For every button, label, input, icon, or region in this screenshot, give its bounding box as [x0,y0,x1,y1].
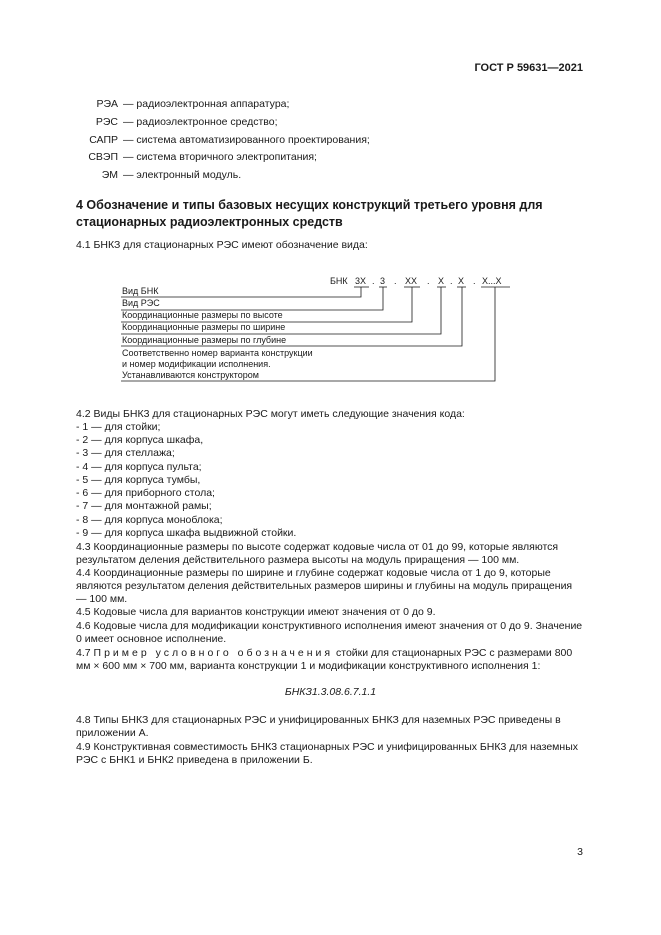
paragraph-4-1: 4.1 БНКЗ для стационарных РЭС имеют обозначение вида: [76,239,368,251]
code-dot: . [372,276,375,286]
code-part: Х...Х [482,276,502,286]
abbreviation-key: САПР [89,134,118,146]
abbreviation-value: — радиоэлектронная аппаратура; [123,98,290,110]
paragraph-4-6: 4.6 Кодовые числа для модификации конструктивного исполнения имеют значения от 0 до 9. Значение 0 имеет основное исполнение. [76,620,583,645]
list-item: - 2 — для корпуса шкафа, [76,434,204,446]
diagram-label: Устанавливаются конструктором [122,370,259,380]
abbreviation-value: — система автоматизированного проектирования; [123,134,370,146]
designation-example: БНКЗ1.3.08.6.7.1.1 [284,686,377,698]
abbreviation-key: СВЭП [88,151,118,163]
paragraph-4-8: 4.8 Типы БНКЗ для стационарных РЭС и унифицированных БНКЗ для наземных РЭС приведены в приложении А. [76,714,561,739]
paragraph-4-7 [76,647,583,673]
diagram-label: Координационные размеры по ширине [122,322,286,332]
list-item: - 5 — для корпуса тумбы, [76,474,201,486]
paragraph-4-2: 4.2 Виды БНК3 для стационарных РЭС могут иметь следующие значения кода: [76,408,465,420]
paragraph-4-5: 4.5 Кодовые числа для вариантов конструкции имеют значения от 0 до 9. [76,606,436,618]
paragraph-number: 4.7 [76,647,91,659]
abbreviation-value: — система вторичного электропитания; [123,151,317,163]
list-item: - 4 — для корпуса пульта; [76,461,202,473]
paragraph-4-3: 4.3 Координационные размеры по высоте содержат кодовые числа от 01 до 99, которые являются результатом деления действительного размера высоты на модуль приращения — 100 мм. [76,541,559,566]
diagram-label: Координационные размеры по высоте [122,310,283,320]
spaced-phrase: Пример условного обозначения [93,647,334,659]
diagram-label: и номер модификации исполнения. [122,359,271,369]
code-dot: . [450,276,453,286]
paragraph-4-9: 4.9 Конструктивная совместимость БНК3 стационарных РЭС и унифицированных БНК3 для наземных РЭС с БНК1 и БНК2 приведена в приложении Б. [76,741,578,766]
list-item: - 7 — для монтажной рамы; [76,500,212,512]
paragraph-4-4: 4.4 Координационные размеры по ширине и глубине содержат кодовые числа от 1 до 9, которые являются результатом деления действительных размеров ширины и глубины на модуль приращения — 100 мм. [76,567,573,605]
diagram-labels [122,286,313,380]
section-heading: 4 Обозначение и типы базовых несущих конструкций третьего уровня для стационарных радиоэлектронных средств [76,198,543,229]
abbreviation-key: РЭА [96,98,118,110]
diagram-label: Координационные размеры по глубине [122,335,287,345]
code-part: Х [438,276,445,286]
standard-header: ГОСТ Р 59631—2021 [474,62,583,74]
leader-line [121,287,383,310]
list-item: - 3 — для стеллажа; [76,447,175,459]
abbreviation-value: — радиоэлектронное средство; [123,116,278,128]
code-dot: . [427,276,430,286]
page-number: 3 [577,846,583,858]
code-dot: . [473,276,476,286]
code-part: 3 [380,276,386,286]
code-prefix: БНК [330,276,348,286]
diagram-label: Соответственно номер варианта конструкции [122,348,313,358]
abbreviation-key: ЭМ [101,169,118,181]
code-row [330,276,502,286]
list-item: - 8 — для корпуса моноблока; [76,514,223,526]
diagram-label: Вид РЭС [122,298,160,308]
code-part: 3Х [355,276,367,286]
designation-diagram [0,0,661,400]
list-item: - 1 — для стойки; [76,421,161,433]
paragraph-text: стойки для стационарных РЭС с размерами 800 мм × 600 мм × 700 мм, варианта конструкции 1 и модификации конструктивного исполнения 1: [76,647,573,672]
list-item: - 9 — для корпуса шкафа выдвижной стойки. [76,527,297,539]
abbreviation-key: РЭС [95,116,118,128]
diagram-label: Вид БНК [122,286,159,296]
list-item: - 6 — для приборного стола; [76,487,215,499]
code-part: Х [458,276,465,286]
code-part: ХХ [405,276,418,286]
code-dot: . [394,276,397,286]
abbreviation-value: — электронный модуль. [123,169,242,181]
